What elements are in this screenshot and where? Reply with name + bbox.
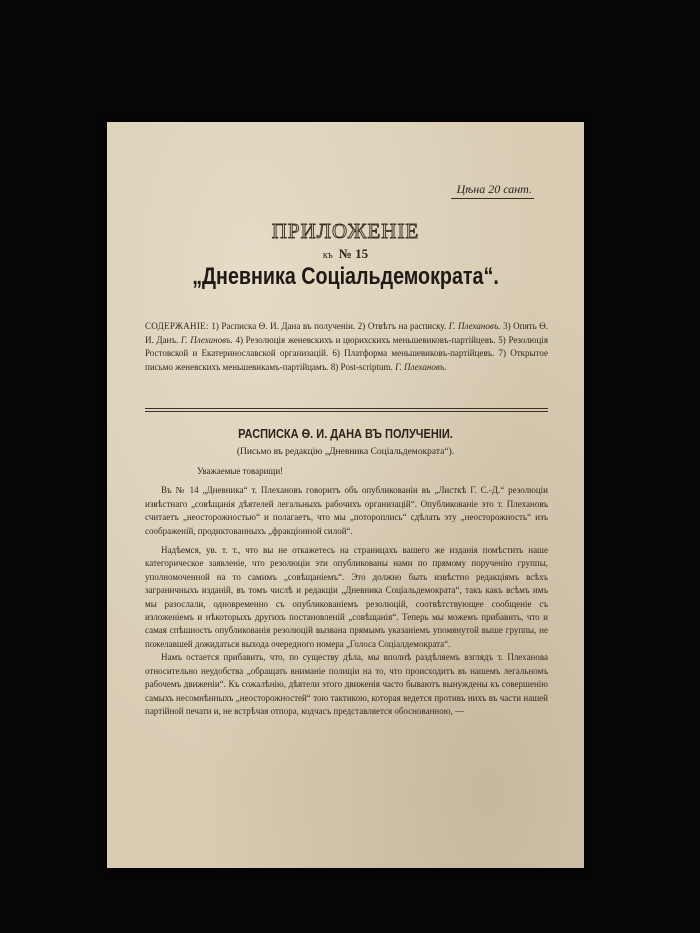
body-paragraph: Намъ остается прибавить, что, по существу дѣла, мы вполнѣ раздѣляемъ взглядъ т. Плеханова относительно неудобства „обращать вниманіе полиціи на то, что происходитъ въ нашемъ легальномъ рабочемъ движеніи“. Къ сожалѣнію, дѣятели этого движенія часто бываютъ вынуждены къ совершенію самыхъ несомнѣнныхъ „неосторожностей“ тою тактикою, которая ведется противъ нихъ въ части нашей партійной печати и, не встрѣчая отпора, кодчасъ представляется обоснованною, — <box>145 652 548 716</box>
supplement-heading: ПРИЛОЖЕНІЕ <box>271 219 420 243</box>
contents-lead: СОДЕРЖАНІЕ: <box>145 321 209 331</box>
contents-author: Г. Плехановъ. <box>180 334 233 345</box>
body-paragraph: Надѣемся, ув. т. т., что вы не откажетесь на страницахъ вашего же изданія помѣстить наше категорическое заявленіе, что резолюціи эти опубликованы нами по прямому порученію группы, уполномоченной на то самимъ „совѣщаніемъ“. Это должно быть извѣстно редакціямъ всѣхъ заграничныхъ изданій, въ томъ числѣ и редакціи „Дневника Соціальдемократа“, такъ какъ всѣмъ имъ мы разослали, одновременно съ опубликованіемъ резолюцій, соотвѣтствующее сообщеніе съ изложеніемъ и нѣкоторыхъ другихъ постановленій „совѣщанія“. Теперь мы можемъ прибавить, что и самая спѣшность опубликованія резолюцій вызвана прямымъ указаніемъ упомянутой выше группы, не пожелавшей дожидаться выхода очередного номера „Голоса Соціалдемократа“. <box>145 545 548 649</box>
contents-part: 3) Опять Ѳ. И. Данъ. <box>145 321 548 345</box>
issue-line <box>107 246 584 262</box>
article-title: РАСПИСКА Ѳ. И. ДАНА ВЪ ПОЛУЧЕНІИ. <box>238 427 453 441</box>
journal-title: „Дневника Соціальдемократа“. <box>192 263 499 290</box>
salutation: Уважаемые товарищи! <box>197 466 284 476</box>
table-of-contents <box>145 320 548 374</box>
price-label: Цѣна 20 сант. <box>451 182 534 199</box>
contents-part: 1) Расписка Ѳ. И. Дана въ полученіи. 2) Отвѣтъ на расписку. <box>211 321 449 331</box>
document-page <box>107 122 584 868</box>
divider-rule <box>145 408 548 409</box>
article-body <box>145 465 548 718</box>
issue-number: № 15 <box>338 246 369 261</box>
issue-prefix: къ <box>322 250 333 261</box>
contents-author: Г. Плехановъ. <box>395 361 447 372</box>
body-paragraph: Въ № 14 „Дневника“ т. Плехановъ говоритъ объ опубликованіи въ „Листкѣ Г. С.-Д.“ резолюціи извѣстнаго „совѣщанія дѣятелей легальныхъ рабочихъ организацій“. Опубликованіе это т. Плехановъ считаетъ „неосторожностью“ и полагаетъ, что мы „потороплись“ сдѣлать эту „неосторожность“ изъ соображеній, продиктованныхъ „фракціонной силой“. <box>145 485 548 536</box>
contents-author: Г. Плехановъ. <box>448 321 501 331</box>
contents-part: 4) Резолюція женевскихъ и цюрихскихъ меньшевиковъ-партійцевъ. 5) Резолюція Ростовской и Екатеринославской организацій. 6) Платформа меньшевиковъ-партійцевъ. 7) Открытое письмо женевскихъ меньшевикамъ-партійцамъ. 8) Post-scriptum. <box>145 334 548 372</box>
article-subtitle: (Письмо въ редакцію „Дневника Соціальдемократа“). <box>236 447 455 457</box>
divider-rule <box>145 411 548 412</box>
